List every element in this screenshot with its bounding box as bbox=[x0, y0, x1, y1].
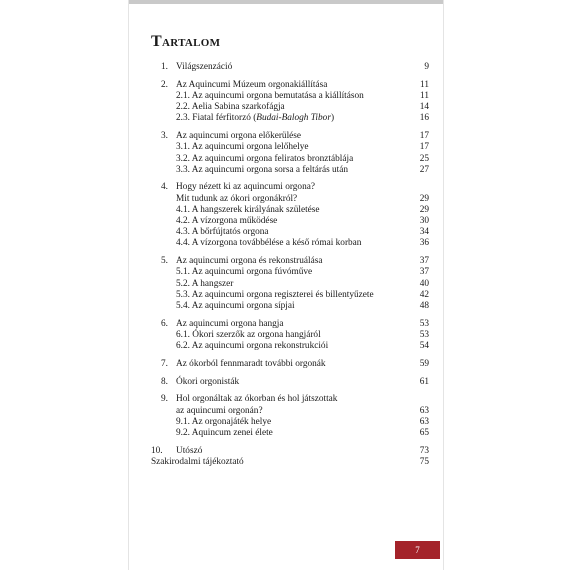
toc-entry-title: Szakirodalmi tájékoztató bbox=[151, 456, 244, 467]
toc-entry[interactable] bbox=[151, 330, 429, 341]
toc-entry[interactable] bbox=[151, 267, 429, 278]
toc-entry-page: 61 bbox=[419, 376, 429, 387]
toc-entry-page: 73 bbox=[419, 445, 429, 456]
toc-entry-title: 4.2. A vízorgona működése bbox=[176, 216, 278, 227]
toc-entry[interactable] bbox=[151, 102, 429, 113]
toc-entry-number: 5. bbox=[161, 256, 168, 267]
toc-spacer bbox=[151, 388, 429, 395]
toc-entry[interactable] bbox=[151, 182, 429, 193]
toc-entry[interactable] bbox=[151, 205, 429, 216]
toc-entry[interactable] bbox=[151, 377, 429, 388]
toc-entry-page: 17 bbox=[419, 131, 429, 142]
toc-entry-number: 3. bbox=[161, 131, 168, 142]
toc-entry-title: az aquincumi orgonán? bbox=[176, 405, 263, 416]
toc-entry[interactable] bbox=[151, 341, 429, 352]
toc-entry-page: 75 bbox=[419, 456, 429, 467]
toc-entry-page: 25 bbox=[419, 153, 429, 164]
toc-entry-title: 3.3. Az aquincumi orgona sorsa a feltárás után bbox=[176, 164, 349, 175]
toc-entry-title-main: 2.3. Fiatal férfitorzó ( bbox=[176, 113, 257, 124]
toc-entry-number: 8. bbox=[161, 376, 168, 387]
toc-entry-page: 27 bbox=[419, 164, 429, 175]
toc-spacer bbox=[151, 176, 429, 183]
toc-entry-page: 16 bbox=[419, 113, 429, 124]
toc-entry-page: 36 bbox=[419, 238, 429, 249]
toc-entry[interactable] bbox=[151, 457, 429, 468]
toc-entry-page: 9 bbox=[424, 62, 429, 72]
toc-entry-title: Az ókorból fennmaradt további orgonák bbox=[176, 358, 326, 369]
toc-spacer bbox=[151, 125, 429, 132]
page-title: Tartalom bbox=[151, 33, 221, 50]
toc-entry-page: 63 bbox=[419, 405, 429, 416]
toc-entry-page: 59 bbox=[419, 358, 429, 369]
toc-entry-title: Utószó bbox=[176, 445, 203, 456]
toc-entry-number: 7. bbox=[161, 358, 168, 369]
toc-entry-number: 1. bbox=[161, 62, 168, 72]
toc-entry[interactable] bbox=[151, 428, 429, 439]
toc-entry[interactable] bbox=[151, 227, 429, 238]
toc-entry-page: 34 bbox=[419, 227, 429, 238]
toc-entry-number: 9. bbox=[161, 394, 168, 405]
toc-entry-page: 37 bbox=[419, 267, 429, 278]
toc-entry[interactable] bbox=[151, 238, 429, 249]
top-edge bbox=[129, 0, 443, 4]
toc-entry-number: 2. bbox=[161, 79, 168, 90]
toc-entry-page: 42 bbox=[419, 289, 429, 300]
table-of-contents bbox=[151, 62, 429, 468]
toc-entry-author: Budai-Balogh Tibor bbox=[256, 113, 331, 124]
toc-spacer bbox=[151, 312, 429, 319]
toc-entry[interactable] bbox=[151, 319, 429, 330]
toc-entry-title: Az Aquincumi Múzeum orgonakiállítása bbox=[176, 79, 328, 90]
toc-entry-number: 6. bbox=[161, 318, 168, 329]
toc-entry[interactable] bbox=[151, 131, 429, 142]
toc-entry[interactable] bbox=[151, 216, 429, 227]
toc-entry[interactable] bbox=[151, 142, 429, 153]
toc-entry[interactable] bbox=[151, 62, 429, 73]
toc-entry-title: Az aquincumi orgona hangja bbox=[176, 318, 284, 329]
toc-spacer bbox=[151, 250, 429, 257]
toc-entry-page: 17 bbox=[419, 142, 429, 153]
toc-entry-title: Az aquincumi orgona előkerülése bbox=[176, 131, 302, 142]
toc-entry[interactable] bbox=[151, 194, 429, 205]
toc-entry-title: Világszenzáció bbox=[176, 62, 233, 72]
toc-entry-title: 6.1. Ókori szerzők az orgona hangjáról bbox=[176, 329, 321, 340]
toc-entry-title: 4.1. A hangszerek királyának születése bbox=[176, 204, 320, 215]
toc-entry-title: 9.2. Aquincum zenei élete bbox=[176, 428, 273, 438]
page-number-badge: 7 bbox=[395, 541, 440, 559]
toc-entry[interactable] bbox=[151, 256, 429, 267]
toc-entry-page: 37 bbox=[419, 256, 429, 267]
toc-entry-number: 4. bbox=[161, 182, 168, 193]
toc-entry-page: 54 bbox=[419, 341, 429, 352]
toc-entry-page: 53 bbox=[419, 329, 429, 340]
toc-entry[interactable] bbox=[151, 113, 429, 124]
toc-entry-title bbox=[176, 113, 334, 124]
toc-entry-page: 30 bbox=[419, 216, 429, 227]
toc-entry-title: 4.4. A vízorgona továbbélése a késő római korban bbox=[176, 238, 362, 249]
toc-entry-title: 2.2. Aelia Sabina szarkofágja bbox=[176, 102, 285, 113]
toc-spacer bbox=[151, 352, 429, 359]
toc-entry[interactable] bbox=[151, 446, 429, 457]
toc-entry-title: 2.1. Az aquincumi orgona bemutatása a kiállításon bbox=[176, 90, 364, 101]
toc-entry[interactable] bbox=[151, 394, 429, 405]
toc-entry-title-close: ) bbox=[330, 113, 335, 124]
toc-entry-title: 5.2. A hangszer bbox=[176, 278, 234, 289]
toc-entry[interactable] bbox=[151, 165, 429, 176]
toc-entry-title: 9.1. Az orgonajáték helye bbox=[176, 416, 272, 427]
toc-entry-number: 10. bbox=[151, 445, 163, 456]
toc-entry[interactable] bbox=[151, 301, 429, 312]
toc-entry-title: 5.3. Az aquincumi orgona regiszterei és billentyűzete bbox=[176, 289, 374, 300]
toc-entry-title: 5.1. Az aquincumi orgona fúvóműve bbox=[176, 267, 313, 278]
toc-entry-page: 11 bbox=[420, 90, 429, 101]
toc-entry-page: 48 bbox=[419, 300, 429, 311]
toc-entry-title: Mit tudunk az ókori orgonákról? bbox=[176, 193, 298, 204]
toc-entry-title: Hogy nézett ki az aquincumi orgona? bbox=[176, 182, 315, 193]
toc-entry[interactable] bbox=[151, 290, 429, 301]
toc-entry-page: 11 bbox=[420, 79, 429, 90]
toc-entry-page: 29 bbox=[419, 193, 429, 204]
toc-entry-title: 3.2. Az aquincumi orgona feliratos bronztáblája bbox=[176, 153, 354, 164]
toc-entry[interactable] bbox=[151, 417, 429, 428]
toc-entry-page: 40 bbox=[419, 278, 429, 289]
toc-spacer bbox=[151, 73, 429, 80]
toc-entry-title: 5.4. Az aquincumi orgona sípjai bbox=[176, 300, 295, 311]
toc-entry[interactable] bbox=[151, 80, 429, 91]
toc-entry-title: Ókori orgonisták bbox=[176, 376, 240, 387]
toc-spacer bbox=[151, 439, 429, 446]
toc-entry-title: 6.2. Az aquincumi orgona rekonstrukciói bbox=[176, 341, 329, 352]
toc-entry-page: 63 bbox=[419, 416, 429, 427]
toc-entry[interactable] bbox=[151, 359, 429, 370]
toc-spacer bbox=[151, 370, 429, 377]
toc-entry[interactable] bbox=[151, 91, 429, 102]
toc-entry[interactable] bbox=[151, 154, 429, 165]
toc-entry-title: Hol orgonáltak az ókorban és hol játszottak bbox=[176, 394, 338, 405]
toc-entry-page: 14 bbox=[419, 102, 429, 113]
toc-entry[interactable] bbox=[151, 279, 429, 290]
book-page bbox=[128, 0, 444, 570]
toc-entry[interactable] bbox=[151, 406, 429, 417]
toc-entry-page: 65 bbox=[419, 428, 429, 438]
toc-entry-title: 3.1. Az aquincumi orgona lelőhelye bbox=[176, 142, 309, 153]
toc-entry-title: Az aquincumi orgona és rekonstruálása bbox=[176, 256, 323, 267]
toc-entry-page: 53 bbox=[419, 318, 429, 329]
toc-entry-title: 4.3. A bőrfújtatós orgona bbox=[176, 227, 269, 238]
toc-entry-page: 29 bbox=[419, 204, 429, 215]
